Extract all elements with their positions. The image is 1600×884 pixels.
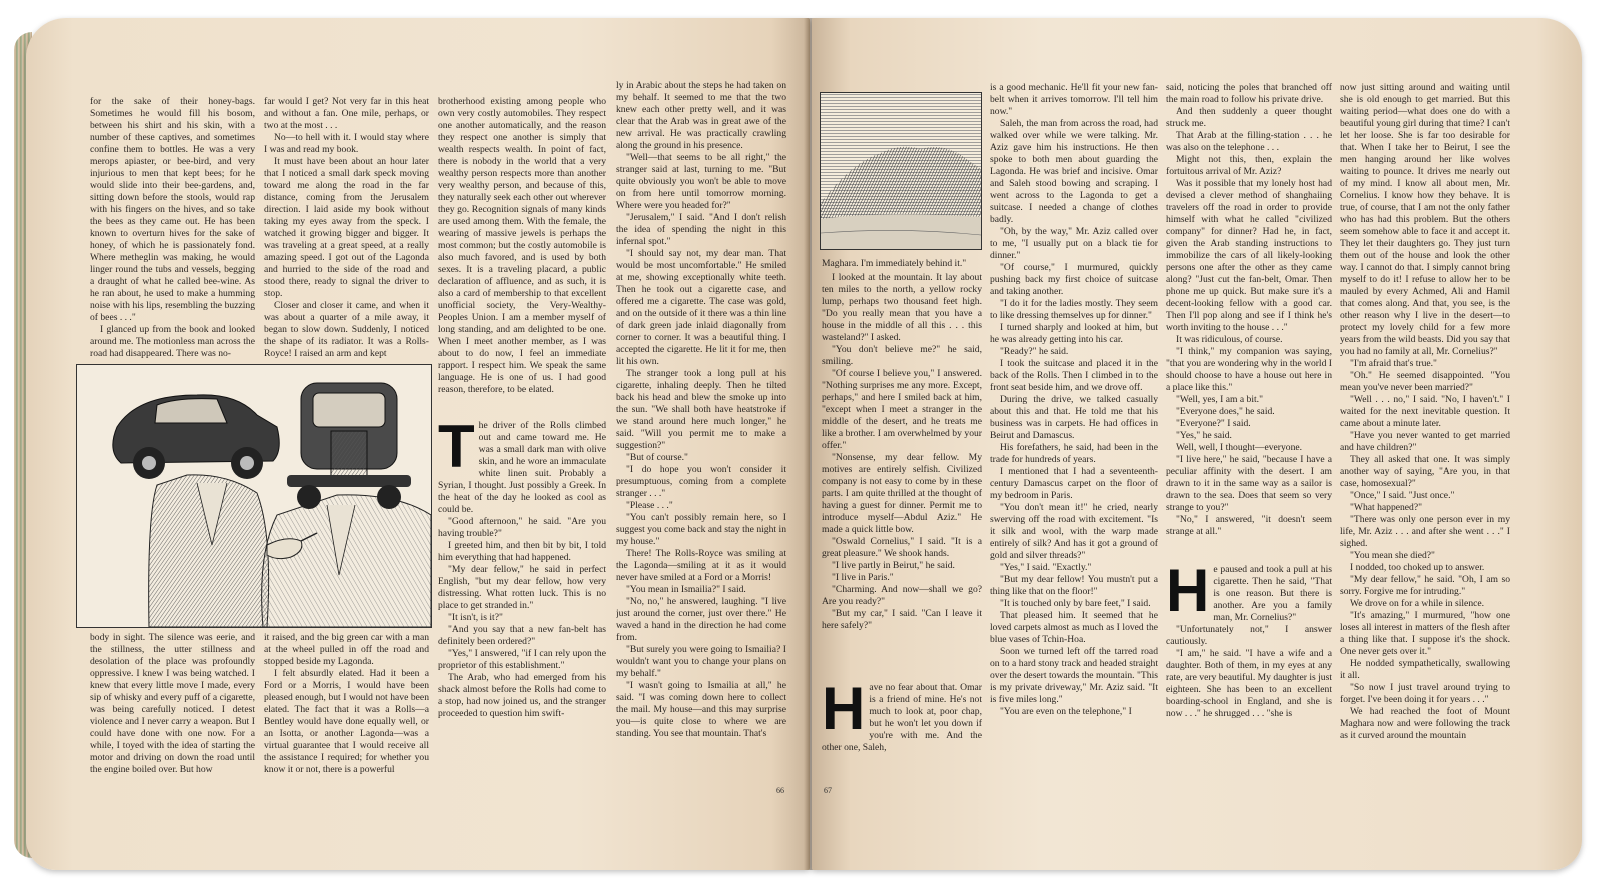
left-col4-para: "You mean in Ismailia?" I said. — [626, 584, 746, 595]
right-col4-para: "It's amazing," I murmured, "how one loses all interest in matters of the flesh after a thing like that. I suppose it's the shock. One never gets over it." — [1340, 610, 1510, 657]
left-col2-para: Closer and closer it came, and when it was about a quarter of a mile away, it began to slow down. Suddenly, I noticed the shape of its radiator. It was a Rolls-Royce! I raised an arm and kept — [264, 300, 429, 359]
left-col4-para: "But of course." — [626, 452, 688, 463]
left-col2-para: No—to hell with it. I would stay where I was and read my book. — [264, 132, 429, 155]
drop-cap-h-1: H — [822, 682, 866, 742]
right-col3-para: "I think," my companion was saying, "that you are wondering why in the world I should choose to have a house out here in a place like this." — [1166, 346, 1332, 393]
left-col-3 — [438, 96, 606, 418]
mountain-drawing — [821, 93, 981, 249]
right-col2-para: I turned sharply and looked at him, but he was already getting into his car. — [990, 322, 1158, 345]
left-col-3b — [438, 420, 606, 750]
left-col4-para: "I wasn't going to Ismailia at all," he said. "I was coming down here to collect the mail. My house—and this may surprise you—is quite close to where we are standing. You see that mountain. That's — [616, 680, 786, 739]
left-col3b-para: "It isn't, is it?" — [448, 612, 503, 623]
right-col3b-para: "I am," he said. "I have a wife and a daughter. Both of them, in my eyes at any rate, are very beautiful. My daughter is just eighteen. She has been to an excellent boarding-school in England, and she is now . . ." he shrugged . . . "she is — [1166, 648, 1332, 719]
page-number-left: 66 — [776, 786, 784, 795]
right-col2-para: His forefathers, he said, had been in the trade for hundreds of years. — [990, 442, 1158, 465]
left-page — [26, 18, 810, 870]
left-col3b-para: he driver of the Rolls climbed out and came toward me. He was a small dark man with olive skin, and he wore an immaculate white linen suit. Probably a Syrian, I thought. Just possibly a Greek. In the heat of the day he looked as cool as could be. — [438, 420, 606, 515]
left-col4-para: "No, no," he answered, laughing. "I live just around the corner, just over there." He waved a hand in the direction he had come from. — [616, 596, 786, 643]
left-col4-para: "Well—that seems to be all right," the stranger said at last, turning to me. "But quite obviously you won't be able to move on from here until tomorrow morning. Where were you headed for?" — [616, 152, 786, 211]
right-col-4 — [1340, 82, 1510, 784]
right-col4-para: "You mean she died?" — [1350, 550, 1435, 561]
right-col3-para: "No," I answered, "it doesn't seem strange at all." — [1166, 514, 1332, 537]
right-col1b-para: ave no fear about that. Omar is a friend of mine. He's not much to look at, poor chap, but he won't let you down if you're with me. And the other one, Saleh, — [822, 682, 982, 753]
left-col3-para: brotherhood existing among people who own very costly automobiles. They respect one another automatically, and the reason they respect one another is simply that wealth respects wealth. In point of fact, there is nobody in the world that a very wealthy person respects more than another very wealthy person, and because of this, they naturally seek each other out wherever they go. Recognition signals of many kinds are used among them. With the female, the wearing of massive jewels is perhaps the most common; but the costly automobile is also much favored, and is used by both sexes. It is a traveling placard, a public declaration of affluence, and as such, it is also a card of membership to that excellent unofficial society, the Very-Wealthy-Peoples Union. I am a member myself of long standing, and am delighted to be one. When I meet another member, as I was about to do now, I feel an immediate rapport. I respect him. We speak the same language. He is one of us. I had good reason, therefore, to be elated. — [438, 96, 606, 395]
left-col3b-para: "Yes," I answered, "if I can rely upon the proprietor of this establishment." — [438, 648, 606, 671]
right-col3-para: said, noticing the poles that branched off the main road to follow his private drive. — [1166, 82, 1332, 105]
right-col1-para: "I live partly in Beirut," he said. — [832, 560, 955, 571]
left-col3b-para: I greeted him, and then bit by bit, I told him everything that had happened. — [438, 540, 606, 563]
right-col4-para: now just sitting around and waiting until she is old enough to get married. But this waiting period—what does one do with a beautiful young girl during that time? I can't let her loose. She is far too desirable for that. When I take her to Beirut, I see the men hanging around her like wolves waiting to pounce. It drives me nearly out of my mind. I know all about men, Mr. Cornelius. I know how they behave. It is true, of course, that I am not the only father who has had this problem. But the others seem somehow able to face it and accept it. They let their daughters go. They just turn them out of the house and look the other way. I cannot do that. I simply cannot bring myself to do it! I refuse to allow her to be mauled by every Achmed, Ali and Hamil that comes along. And that, you see, is the other reason why I live in the desert—to protect my lovely child for a few more years from the wild beasts. Did you say that you had no family at all, Mr. Cornelius?" — [1340, 82, 1510, 357]
right-col2-para: "It is touched only by bare feet," I said. — [1000, 598, 1151, 609]
right-col3-para: That Arab at the filling-station . . . he was also on the telephone . . . — [1166, 130, 1332, 153]
left-col4-para: There! The Rolls-Royce was smiling at the Lagonda—smiling at it as it would never have smiled at a Ford or a Morris! — [616, 548, 786, 583]
right-col2-para: "Yes," I said. "Exactly." — [1000, 562, 1092, 573]
right-col-2 — [990, 82, 1158, 784]
right-col3-para: "Everyone does," he said. — [1176, 406, 1275, 417]
left-bottom2-para: it raised, and the big green car with a man at the wheel pulled in off the road and stopped beside my Lagonda. — [264, 632, 429, 667]
right-col3b-para: e paused and took a pull at his cigarette. Then he said, "That is one reason. But there is another. Are you a family man, Mr. Cornelius?" — [1213, 564, 1332, 623]
right-col4-para: "What happened?" — [1350, 502, 1423, 513]
right-col3-para: Was it possible that my lonely host had devised a clever method of shanghaiing travelers off the road in order to provide himself with what he called "civilized company" for dinner? Had he, in fact, given the Arab standing instructions to immobilize the cars of all likely-looking persons one after the other as they came along? "Just cut the fan-belt, Omar. Then phone me up quick. But make sure it's a decent-looking fellow with a good car. Then I'll pop along and see if I think he's worth inviting to the house . . ." — [1166, 178, 1332, 333]
right-col4-para: "I'm afraid that's true." — [1350, 358, 1437, 369]
right-col2-para: I took the suitcase and placed it in the back of the Rolls. Then I climbed in to the front seat beside him, and we drove off. — [990, 358, 1158, 393]
left-col3b-para: The Arab, who had emerged from his shack almost before the Rolls had come to a stop, had now joined us, and the stranger proceeded to question him swift- — [438, 672, 606, 719]
right-col4-para: He nodded sympathetically, swallowing it all. — [1340, 658, 1510, 681]
right-col3-para: Might not this, then, explain the fortuitous arrival of Mr. Aziz? — [1166, 154, 1332, 177]
right-col2-para: "Ready?" he said. — [1000, 346, 1069, 357]
right-col3-para: "Yes," he said. — [1176, 430, 1232, 441]
left-col-2 — [264, 96, 429, 372]
left-col4-para: "Jerusalem," I said. "And I don't relish the idea of spending the night in this infernal spot." — [616, 212, 786, 247]
right-col1-para: "Oswald Cornelius," I said. "It is a great pleasure." We shook hands. — [822, 536, 982, 559]
left-bottom-col-2 — [264, 632, 429, 782]
left-col1-para: I glanced up from the book and looked around me. The motionless man across the road had disappeared. There was no- — [90, 324, 255, 359]
right-col2-para: Saleh, the man from across the road, had walked over while we were talking. Mr. Aziz gave him his instructions. He then spoke to both men about guarding the Lagonda. He was brief and incisive. Omar and Saleh stood bowing and scraping. I went across to the Lagonda to get a suitcase. I needed a change of clothes badly. — [990, 118, 1158, 225]
right-col2-para: "I do it for the ladies mostly. They seem to like dressing themselves up for dinner." — [990, 298, 1158, 321]
magazine-spread — [12, 18, 1592, 870]
drop-cap-h-2: H — [1166, 564, 1210, 624]
right-col4-para: We had reached the foot of Mount Maghara now and were following the track as it curved around the mountain — [1340, 706, 1510, 741]
left-col4-para: "You can't possibly remain here, so I suggest you come back and stay the night in my house." — [616, 512, 786, 547]
right-col1-para: "But my car," I said. "Can I leave it here safely?" — [822, 608, 982, 631]
right-col4-para: They all asked that one. It was simply another way of saying, "Are you, in that case, homosexual?" — [1340, 454, 1510, 489]
right-col1-para: "Charming. And now—shall we go? Are you ready?" — [822, 584, 982, 607]
right-col4-para: "Have you never wanted to get married and have children?" — [1340, 430, 1510, 453]
page-number-right: 67 — [824, 786, 832, 795]
right-col-3 — [1166, 82, 1332, 560]
right-col2-para: "You are even on the telephone," I — [1000, 706, 1132, 717]
left-col3b-para: "Good afternoon," he said. "Are you having trouble?" — [438, 516, 606, 539]
left-col4-para: The stranger took a long pull at his cigarette, inhaling deeply. Then he tilted back his head and blew the smoke up into the sun. "We shall both have heatstroke if we stand around here much longer," he said. "Will you permit me to make a suggestion?" — [616, 368, 786, 451]
left-col1-para: for the sake of their honey-bags. Sometimes he would fill his bosom, between his shirt and his skin, with a number of these captives, and sometimes confine them to bottles. He was a very merops apiaster, or bee-bird, and very injurious to men that kept bees; for he would slide into their bee-gardens, and, sitting down before the stools, would rap with his fingers on the hives, and so take the bees as they came out. He has been known to overturn hives for the sake of honey, of which he is passionately fond. Where metheglin was making, he would linger round the tubs and vessels, begging a draught of what he called bee-wine. As he ran about, he used to make a humming noise with his lips, resembling the buzzing of bees . . ." — [90, 96, 255, 323]
left-bottom-col-1 — [90, 632, 255, 782]
right-col1-para: "I live in Paris." — [832, 572, 894, 583]
left-col-4 — [616, 80, 786, 770]
left-col4-para: "But surely you were going to Ismailia? I wouldn't want you to change your plans on my behalf." — [616, 644, 786, 679]
right-col2-para: "Of course," I murmured, quickly pushing back my first choice of suitcase and taking another. — [990, 262, 1158, 297]
right-col3b-para: "Unfortunately not," I answer cautiously. — [1166, 624, 1332, 647]
right-col3-para: "Well, yes, I am a bit." — [1176, 394, 1263, 405]
right-col4-para: "Well . . . no," I said. "No, I haven't." I waited for the next inevitable question. It came about a minute later. — [1340, 394, 1510, 429]
right-page — [812, 18, 1582, 870]
left-bottom1-para: body in sight. The silence was eerie, and the stillness, the utter stillness and desolation of the place was profoundly oppressive. I knew I was being watched. I knew that every little move I made, every sip of whisky and every puff of a cigarette, was being carefully noticed. I detest violence and I never carry a weapon. But I could have done with one now. For a while, I toyed with the idea of starting the motor and driving on down the road until the engine boiled over. But how — [90, 632, 255, 775]
left-col2-para: It must have been about an hour later that I noticed a small dark speck moving toward me along the road in the far distance, coming from the Jerusalem direction. I laid aside my book without taking my eyes away from the speck. I watched it growing bigger and bigger. It was traveling at a great speed, at a really amazing speed. I got out of the Lagonda and hurried to the side of the road and stood there, ready to signal the driver to stop. — [264, 156, 429, 299]
mountain-illustration — [820, 92, 982, 250]
left-col4-para: "I should say not, my dear man. That would be most uncomfortable." He smiled at me, showing exceptionally white teeth. Then he took out a cigarette case, and offered me a cigarette. The case was gold, and on the outside of it there was a thin line of dark green jade inlaid diagonally from corner to corner. It was a beautiful thing. I accepted the cigarette. He lit it for me, then lit his own. — [616, 248, 786, 367]
right-col3-para: Well, well, I thought—everyone. — [1176, 442, 1303, 453]
left-col4-para: "Please . . ." — [626, 500, 673, 511]
right-col4-para: "Once," I said. "Just once." — [1350, 490, 1455, 501]
left-col4-para: ly in Arabic about the steps he had taken on my behalf. It seemed to me that the two knew each other pretty well, and it was clear that the Arab was in great awe of the new arrival. He was practically crawling along the ground in his presence. — [616, 80, 786, 151]
right-col2-para: During the drive, we talked casually about this and that. He told me that his business was in carpets. He had offices in Beirut and Damascus. — [990, 394, 1158, 441]
right-col-3b — [1166, 564, 1332, 784]
right-col-1 — [822, 272, 982, 672]
right-col2-para: "But my dear fellow! You mustn't put a thing like that on the floor!" — [990, 574, 1158, 597]
left-col3b-para: "And you say that a new fan-belt has definitely been ordered?" — [438, 624, 606, 647]
right-col2-para: is a good mechanic. He'll fit your new fan-belt when it arrives tomorrow. I'll tell him now." — [990, 82, 1158, 117]
right-col1-para: "Of course I believe you," I answered. "Nothing surprises me any more. Except, perhaps," and here I smiled back at him, "except when I meet a stranger in the middle of the desert, and he treats me like a brother. I am overwhelmed by your offer." — [822, 368, 982, 451]
left-bottom2-para: I felt absurdly elated. Had it been a Ford or a Morris, I would have been pleased enough, but I would not have been elated. The fact that it was a Rolls—a Bentley would have done equally well, or an Isotta, or another Lagonda—was a virtual guarantee that I would receive all the assistance I required; for whether you know it or not, there is a powerful — [264, 668, 429, 775]
right-col4-para: We drove on for a while in silence. — [1350, 598, 1485, 609]
right-col4-para: I nodded, too choked up to answer. — [1350, 562, 1485, 573]
car-heads-illustration — [76, 364, 432, 628]
right-col4-para: "So now I just travel around trying to forget. I've been doing it for years . . ." — [1340, 682, 1510, 705]
right-col3-para: "Everyone?" I said. — [1176, 418, 1251, 429]
right-col2-para: I mentioned that I had a seventeenth-century Damascus carpet on the floor of my bedroom in Paris. — [990, 466, 1158, 501]
right-col2-para: Soon we turned left off the tarred road on to a hard stony track and headed straight over the desert towards the mountain. "This is my private driveway," Mr. Aziz said. "It is five miles long." — [990, 646, 1158, 705]
right-col1-para: "You don't believe me?" he said, smiling. — [822, 344, 982, 367]
left-col4-para: "I do hope you won't consider it presumptuous, coming from a complete stranger . . ." — [616, 464, 786, 499]
right-caption: Maghara. I'm immediately behind it." — [822, 258, 967, 269]
drop-cap-t: T — [438, 420, 475, 480]
left-col-1 — [90, 96, 255, 372]
right-col4-para: "Oh." He seemed disappointed. "You mean you've never been married?" — [1340, 370, 1510, 393]
right-col3-para: "I live here," he said, "because I have a peculiar affinity with the desert. I am drawn to it in the same way as a sailor is drawn to the sea. Does that seem so very strange to you?" — [1166, 454, 1332, 513]
right-col3-para: It was ridiculous, of course. — [1176, 334, 1283, 345]
left-col3b-para: "My dear fellow," he said in perfect English, "but my dear fellow, how very distressing. What rotten luck. This is no place to get stranded in." — [438, 564, 606, 611]
right-col-1b — [822, 682, 982, 782]
right-col2-para: "Oh, by the way," Mr. Aziz called over to me, "I usually put on a black tie for dinner." — [990, 226, 1158, 261]
right-col4-para: "There was only one person ever in my life, Mr. Aziz . . . and after she went . . ." I sighed. — [1340, 514, 1510, 549]
right-col1-para: I looked at the mountain. It lay about ten miles to the north, a yellow rocky lump, perhaps two thousand feet high. "Do you really mean that you have a house in the middle of all this . . . this wasteland?" I asked. — [822, 272, 982, 343]
right-col1-para: "Nonsense, my dear fellow. My motives are entirely selfish. Civilized company is not easy to come by in these parts. I am quite thrilled at the thought of having a guest for dinner. Permit me to introduce myself—Abdul Aziz." He made a quick little bow. — [822, 452, 982, 535]
right-col2-para: "You don't mean it!" he cried, nearly swerving off the road with excitement. "Is it silk and wool, with the warp made entirely of silk? And has it got a ground of gold and silver threads?" — [990, 502, 1158, 561]
left-col2-para: far would I get? Not very far in this heat and without a fan. One mile, perhaps, or two at the most . . . — [264, 96, 429, 131]
right-col4-para: "My dear fellow," he said. "Oh, I am so sorry. Forgive me for intruding." — [1340, 574, 1510, 597]
right-col2-para: That pleased him. It seemed that he loved carpets almost as much as I loved the blue vases of Tchin-Hoa. — [990, 610, 1158, 645]
car-heads-drawing — [77, 365, 431, 627]
right-col3-para: And then suddenly a queer thought struck me. — [1166, 106, 1332, 129]
